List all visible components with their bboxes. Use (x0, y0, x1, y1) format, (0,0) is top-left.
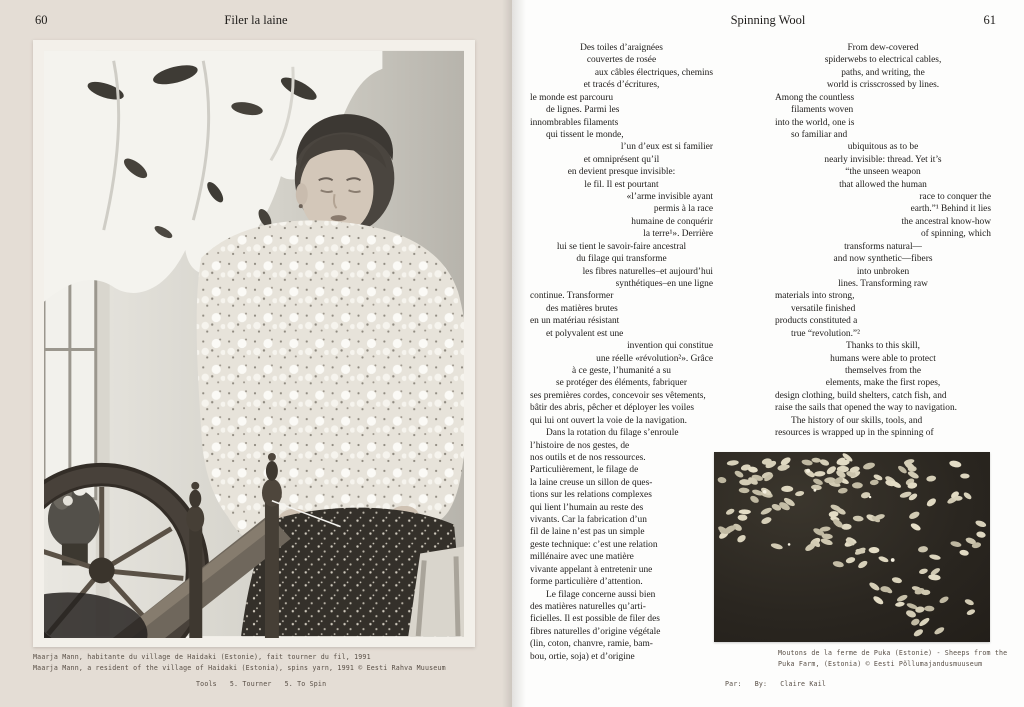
english-text-line: resources is wrapped up in the spinning of (775, 428, 934, 439)
french-text-line: fibres naturelles d’origine végétale (530, 626, 661, 637)
french-text-line: continue. Transformer (530, 291, 614, 302)
french-text-line: la laine creuse un sillon de ques- (530, 477, 653, 488)
light-speck (814, 489, 817, 492)
french-text-line: vivante appelant à entretenir une (530, 564, 653, 575)
french-text-line: lui se tient le savoir-faire ancestral (556, 241, 687, 252)
sheep (781, 486, 793, 492)
english-text-line: ubiquitous as to be (847, 142, 919, 153)
spinning-woman-photo-image (44, 49, 464, 638)
right-page-title: Spinning Wool (730, 13, 806, 27)
caption-line: Maarja Mann, a resident of the village of Haidaki (Estonia), spins yarn, 1991 © Eesti Rahva Muuseum (33, 663, 446, 672)
english-text-line: world is crisscrossed by lines. (826, 80, 940, 91)
english-text-line: earth.”¹ Behind it lies (910, 204, 991, 215)
french-text-line: synthétiques–en une ligne (615, 279, 713, 290)
french-text-line: le fil. Il est pourtant (584, 179, 659, 190)
french-text-line: Le filage concerne aussi bien (545, 589, 656, 600)
spinning-woman-photo (33, 40, 475, 647)
french-text-line: en un matériau résistant (530, 316, 620, 327)
french-text-line: qui lui ont ouvert la voie de la navigation. (530, 415, 687, 426)
french-text-line: bou, ortie, soja) et d’origine (530, 651, 635, 662)
right-page-footer (725, 680, 826, 688)
french-text-line: à ce geste, l’humanité a su (572, 365, 671, 376)
french-text-line: qui lient l’humain au reste des (530, 502, 644, 513)
english-text-line: into unbroken (856, 266, 910, 277)
french-text-line: geste technique: c’est une relation (530, 539, 658, 550)
english-text-line: Thanks to this skill, (846, 341, 920, 352)
french-text-line: vivants. Car la fabrication d’un (530, 515, 647, 526)
english-text-line: products constituted a (775, 316, 858, 327)
english-text-line: The history of our skills, tools, and (790, 415, 923, 426)
gutter-shadow (512, 0, 526, 707)
english-text-line: spiderwebs to electrical cables, (824, 55, 942, 66)
english-text-line: versatile finished (790, 303, 856, 314)
english-text-line: that allowed the human (839, 179, 927, 190)
english-text-line: nearly invisible: thread. Yet it’s (824, 154, 942, 165)
french-text-line: bâtir des abris, pêcher et déployer les voiles (530, 403, 695, 414)
caption-line: Puka Farm, (Estonia) © Eesti Põllumajandusmuuseum (778, 659, 983, 668)
english-text-line: elements, make the first ropes, (825, 378, 941, 389)
footer-item: 5. Tourner (229, 680, 272, 688)
french-text-line: «l’arme invisible ayant (626, 192, 713, 203)
french-text-line: Dans la rotation du filage s’enroule (545, 428, 679, 439)
english-text-line: raise the sails that opened the way to navigation. (775, 403, 957, 414)
left-page-number: 60 (35, 13, 48, 27)
french-text-line: des matières brutes (545, 303, 618, 314)
french-text-line: ses premières cordes, concevoir ses vêtements, (530, 390, 706, 401)
sheep-photo-caption (778, 648, 1007, 669)
french-text-line: aux câbles électriques, chemins (594, 67, 713, 78)
french-text-line: et tracés d’écritures, (583, 80, 660, 91)
english-text-line: filaments woven (790, 105, 854, 116)
english-text-line: humans were able to protect (830, 353, 936, 364)
french-text-line: Des toiles d’araignées (580, 43, 663, 53)
french-text-line: l’un d’eux est si familier (620, 142, 713, 153)
french-text-line: humaine de conquérir (631, 216, 713, 227)
french-text-line: des matières naturelles qu’arti- (530, 601, 646, 612)
french-text-line: millénaire avec une matière (530, 552, 634, 563)
french-text-line: la terre¹». Derrière (643, 229, 713, 240)
english-text-line: themselves from the (844, 365, 922, 376)
right-page-number: 61 (983, 13, 996, 27)
english-text-line: of spinning, which (920, 229, 991, 240)
caption-line: Maarja Mann, habitante du village de Haidaki (Estonie), fait tourner du fil, 1991 (33, 653, 371, 661)
french-text-line: en devient presque invisible: (567, 167, 676, 178)
english-text-line: “the unseen weapon (845, 167, 921, 178)
french-text-line: et polyvalent est une (545, 328, 624, 339)
french-text-line: les fibres naturelles–et aujourd’hui (582, 266, 713, 277)
light-speck (788, 543, 791, 546)
sheep-flock-illustration (714, 452, 990, 642)
french-text-line: le monde est parcouru (530, 92, 614, 103)
english-text-line: Among the countless (775, 92, 855, 103)
right-page (512, 0, 1024, 707)
english-text-line: materials into strong, (775, 291, 855, 302)
english-text-line: so familiar and (790, 129, 848, 140)
french-text-line: l’histoire de nos gestes, de (530, 440, 630, 451)
french-text-line: tions sur les relations complexes (530, 490, 652, 501)
english-text-line: true “revolution.”² (790, 328, 860, 339)
french-text-line: de lignes. Parmi les (545, 105, 620, 116)
english-text-line: lines. Transforming raw (838, 279, 928, 290)
footer-item: Claire Kail (780, 680, 827, 688)
french-text-line: qui tissent le monde, (545, 129, 624, 140)
english-text-line: and now synthetic—fibers (833, 254, 933, 265)
french-text-line: se protéger des éléments, fabriquer (556, 378, 687, 389)
light-speck (806, 469, 810, 473)
french-text-line: couvertes de rosée (586, 55, 657, 66)
french-text-line: innombrables filaments (530, 117, 619, 128)
left-page-title: Filer la laine (224, 13, 288, 27)
left-page-footer (196, 680, 326, 688)
english-text-line: From dew-covered (847, 43, 919, 53)
french-text-line: nos outils et de nos ressources. (530, 452, 646, 463)
french-text-line: permis à la race (653, 204, 713, 215)
footer-item: Par: (725, 680, 742, 688)
english-text-column (775, 42, 991, 440)
english-text-line: race to conquer the (919, 192, 991, 203)
french-text-column (530, 42, 713, 663)
footer-item: Tools (196, 680, 217, 688)
french-text-line: invention qui constitue (627, 341, 713, 352)
french-text-line: une réelle «révolution²». Grâce (596, 353, 713, 364)
french-text-line: du filage qui transforme (576, 254, 667, 265)
sheep-flock-photo (714, 452, 990, 642)
french-text-line: ficielles. Il est possible de filer des (530, 614, 660, 625)
french-text-line: (lin, coton, chanvre, ramie, bam- (530, 639, 653, 650)
english-text-line: into the world, one is (775, 117, 855, 128)
english-text-line: paths, and writing, the (841, 67, 925, 78)
gutter-shadow (502, 0, 512, 707)
light-speck (763, 490, 767, 494)
english-text-line: the ancestral know-how (901, 216, 991, 227)
spinning-woman-illustration (44, 49, 464, 638)
english-text-line: transforms natural— (844, 241, 922, 252)
footer-item: 5. To Spin (284, 680, 327, 688)
sheep (852, 482, 863, 488)
french-text-line: fil de laine n’est pas un simple (530, 527, 645, 538)
caption-line: Moutons de la ferme de Puka (Estonie) - Sheeps from the (778, 649, 1008, 657)
light-speck (891, 558, 895, 562)
english-text-line: design clothing, build shelters, catch fish, and (775, 390, 947, 401)
photo-caption (33, 652, 446, 673)
footer-item: By: (754, 680, 768, 688)
light-speck (869, 496, 871, 498)
french-text-line: et omniprésent qu’il (583, 154, 660, 165)
french-text-line: forme particulière d’attention. (530, 577, 643, 588)
french-text-line: Particulièrement, le filage de (530, 465, 639, 476)
